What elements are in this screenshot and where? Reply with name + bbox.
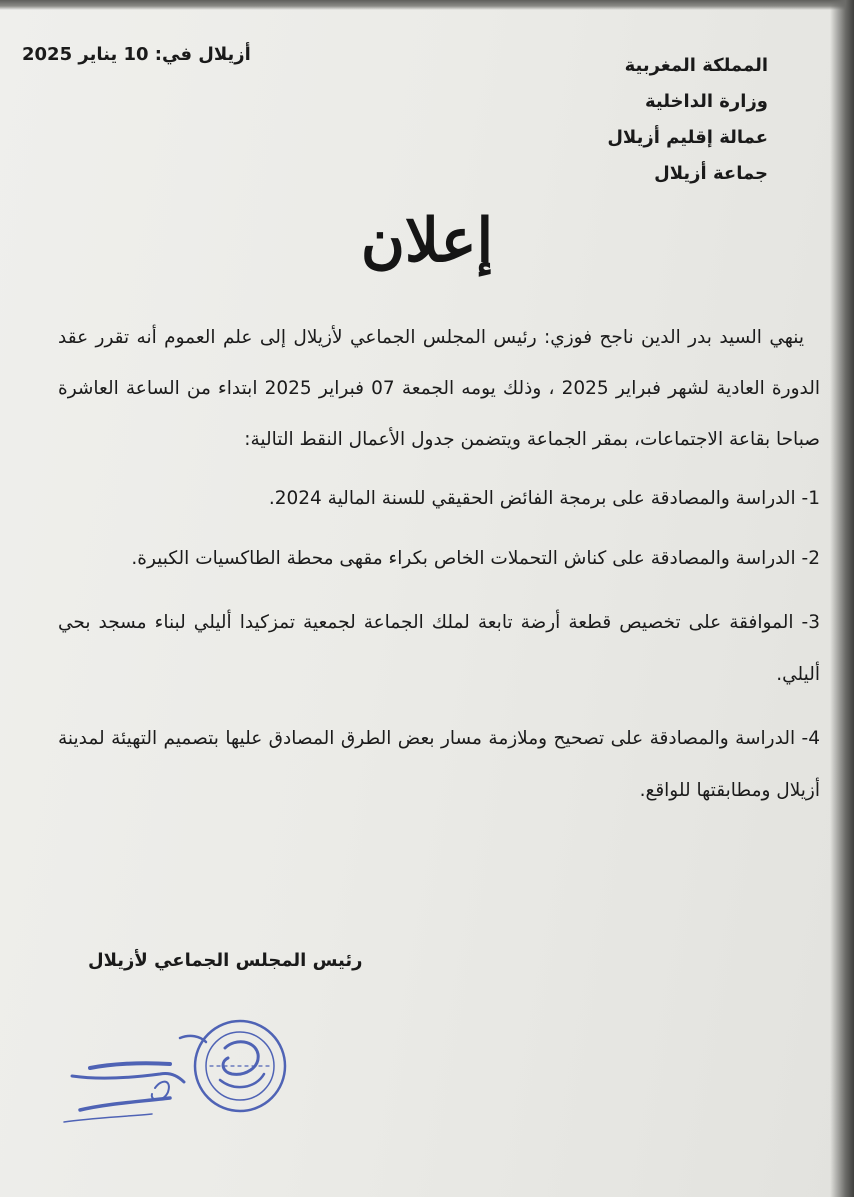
official-stamp-icon (60, 1018, 320, 1138)
document-date-text: أزيلال في: 10 يناير 2025 (22, 44, 251, 65)
document-title: إعلان (360, 206, 494, 276)
header-line-kingdom: المملكة المغربية (624, 55, 768, 76)
page-shadow-top (0, 0, 854, 10)
header-line-ministry: وزارة الداخلية (644, 91, 768, 112)
stamp-and-signature (60, 1018, 320, 1138)
announcement-intro: ينهي السيد بدر الدين ناجح فوزي: رئيس المجلس الجماعي لأزيلال إلى علم العموم أنه تقرر عقد الدورة العادية لشهر فبراير 2025 ، وذلك يومه الجمعة 07 فبراير 2025 ابتداء من الساعة العاشرة صباحا بقاعة الاجتماعات، بمقر الجماعة ويتضمن جدول الأعمال النقط التالية: (58, 327, 820, 450)
announcement-body (58, 312, 820, 829)
agenda-item-2: 2- الدراسة والمصادقة على كناش التحملات الخاص بكراء مقهى محطة الطاكسيات الكبيرة. (131, 548, 820, 569)
agenda-item-4: 4- الدراسة والمصادقة على تصحيح وملازمة مسار بعض الطرق المصادق عليها بتصميم التهيئة لمدينة أزيلال ومطابقتها للواقع. (58, 728, 820, 801)
issuer-header (468, 48, 768, 192)
agenda-item-1: 1- الدراسة والمصادقة على برمجة الفائض الحقيقي للسنة المالية 2024. (268, 488, 820, 509)
agenda-item-3: 3- الموافقة على تخصيص قطعة أرضة تابعة لملك الجماعة لجمعية تمزكيدا أليلي لبناء مسجد بحي أليلي. (58, 612, 820, 685)
page-shadow-right (830, 0, 854, 1197)
header-line-prefecture: عمالة إقليم أزيلال (607, 127, 768, 148)
document-date (22, 44, 322, 65)
signature-title: رئيس المجلس الجماعي لأزيلال (88, 950, 363, 971)
header-line-commune: جماعة أزيلال (654, 163, 768, 184)
signature-block (0, 950, 854, 971)
